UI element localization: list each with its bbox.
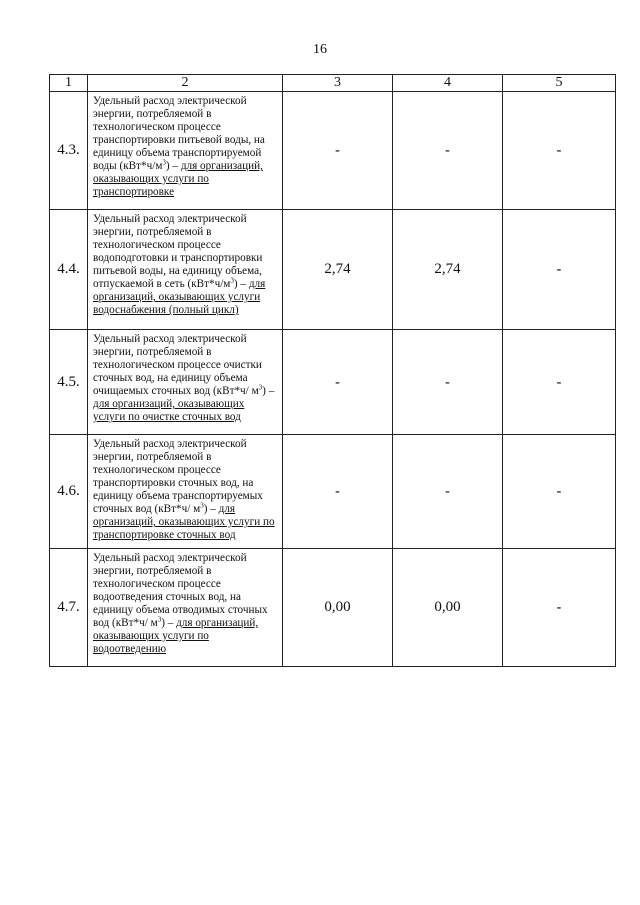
value-col-3: - (283, 92, 393, 210)
table-row (50, 92, 616, 210)
value-col-5: - (503, 92, 616, 210)
table-row (50, 210, 616, 330)
description-separator: ) – (262, 385, 275, 397)
value-col-4: 2,74 (393, 210, 503, 330)
row-description (88, 92, 283, 210)
indicators-table (49, 74, 616, 667)
value-col-5: - (503, 435, 616, 549)
value-col-5: - (503, 549, 616, 667)
value-col-4: 0,00 (393, 549, 503, 667)
row-number: 4.7. (50, 549, 88, 667)
row-description (88, 435, 283, 549)
value-col-3: - (283, 330, 393, 435)
row-number: 4.4. (50, 210, 88, 330)
page-number: 16 (313, 42, 327, 57)
superscript: 3 (230, 276, 234, 285)
description-text: Удельный расход электрической энергии, потребляемой в технологическом процессе транспортировки сточных вод, на единицу объема транспортируемых сточных вод (кВт*ч/ м (93, 438, 263, 515)
description-text: Удельный расход электрической энергии, потребляемой в технологическом процессе водоотведения сточных вод, на единицу объема отводимых сточных вод (кВт*ч/ м (93, 552, 268, 629)
header-col-5: 5 (503, 75, 616, 92)
superscript: 3 (157, 615, 162, 624)
header-col-2: 2 (88, 75, 283, 92)
description-separator: ) – (233, 278, 249, 290)
table-row (50, 330, 616, 435)
description-text: Удельный расход электрической энергии, потребляемой в технологическом процессе транспортировки питьевой воды, на единицу объема транспортируемой воды (кВт*ч/м (93, 95, 265, 172)
row-description (88, 330, 283, 435)
value-col-3: 2,74 (283, 210, 393, 330)
value-col-4: - (393, 92, 503, 210)
row-description (88, 210, 283, 330)
description-underlined: для организаций, оказывающих услуги по очистке сточных вод (93, 398, 245, 423)
description-underlined: для организаций, оказывающих услуги водоснабжения (полный цикл) (93, 278, 266, 316)
row-description (88, 549, 283, 667)
value-col-5: - (503, 210, 616, 330)
superscript: 3 (162, 158, 166, 167)
superscript: 3 (200, 501, 204, 510)
value-col-4: - (393, 435, 503, 549)
description-underlined: для организаций, оказывающих услуги по транспортировке (93, 160, 263, 198)
row-number: 4.6. (50, 435, 88, 549)
description-underlined: для организаций, оказывающих услуги по транспортировке сточных вод (93, 503, 275, 541)
header-col-3: 3 (283, 75, 393, 92)
description-text: Удельный расход электрической энергии, потребляемой в технологическом процессе очистки сточных вод, на единицу объема очищаемых сточных вод (кВт*ч/ м (93, 333, 262, 397)
value-col-3: - (283, 435, 393, 549)
description-underlined: для организаций, оказывающих услуги по водоотведению (93, 617, 259, 655)
row-number: 4.5. (50, 330, 88, 435)
header-col-4: 4 (393, 75, 503, 92)
value-col-5: - (503, 330, 616, 435)
table-header-row (50, 75, 616, 92)
superscript: 3 (258, 383, 263, 392)
header-col-1: 1 (50, 75, 88, 92)
row-number: 4.3. (50, 92, 88, 210)
description-separator: ) – (161, 617, 177, 629)
value-col-4: - (393, 330, 503, 435)
table-row (50, 435, 616, 549)
description-text: Удельный расход электрической энергии, потребляемой в технологическом процессе водоподготовки и транспортировки питьевой воды, на единицу объема, отпускаемой в сеть (кВт*ч/м (93, 213, 263, 290)
description-separator: ) – (165, 160, 181, 172)
value-col-3: 0,00 (283, 549, 393, 667)
description-separator: ) – (203, 503, 219, 515)
table-row (50, 549, 616, 667)
